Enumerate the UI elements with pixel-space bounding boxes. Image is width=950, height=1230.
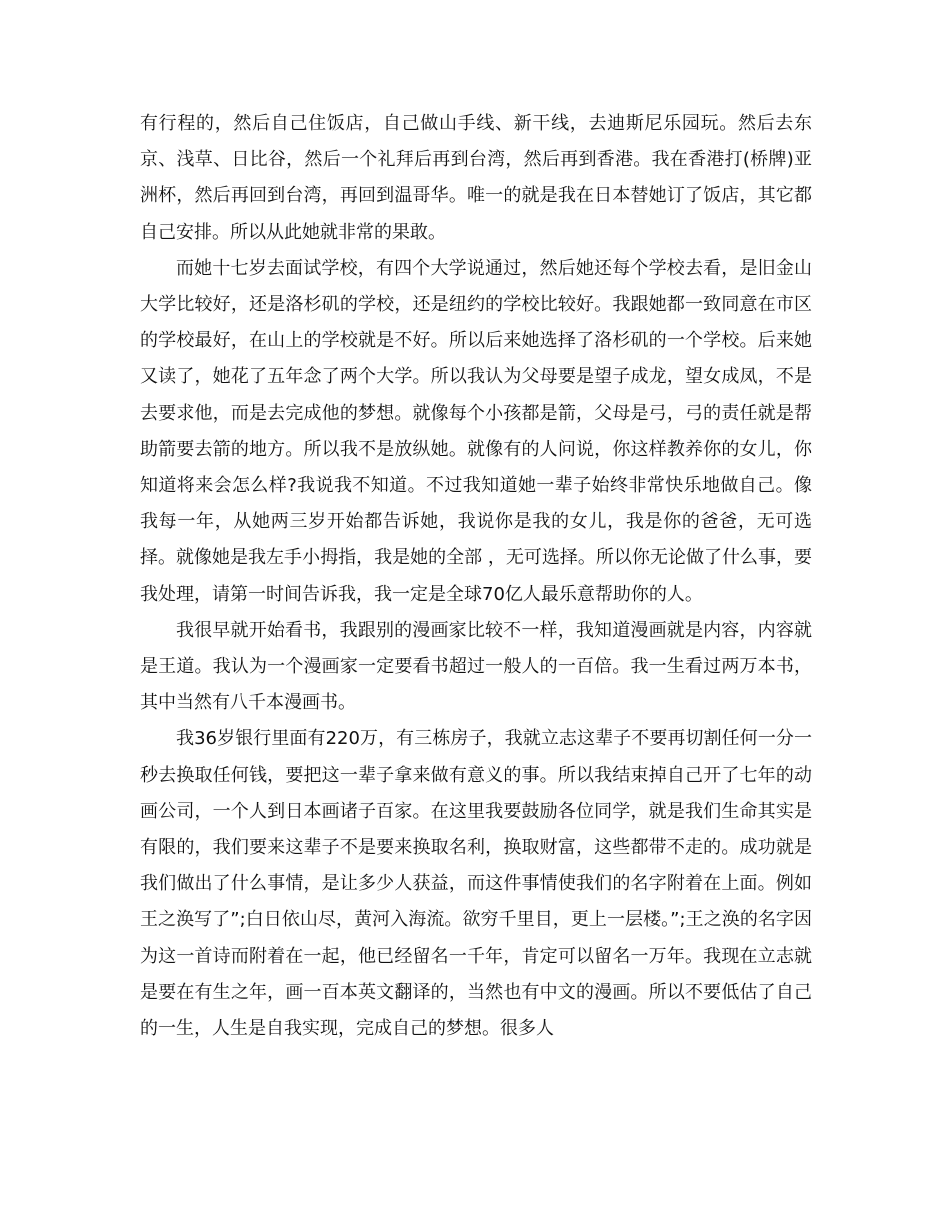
paragraph-4: 我36岁银行里面有220万，有三栋房子，我就立志这辈子不要再切割任何一分一秒去换取任何钱，要把这一辈子拿来做有意义的事。所以我结束掉自己开了七年的动画公司，一个人到日本画诸子百家。在这里我要鼓励各位同学，就是我们生命其实是有限的，我们要来这辈子不是要来换取名利，换取财富，这些都带不走的。成功就是我们做出了什么事情，是让多少人获益，而这件事情使我们的名字附着在上面。例如王之涣写了”;白日依山尽，黄河入海流。欲穷千里目，更上一层楼。”;王之涣的名字因为这一首诗而附着在一起，他已经留名一千年，肯定可以留名一万年。我现在立志就是要在有生之年，画一百本英文翻译的，当然也有中文的漫画。所以不要低估了自己的一生，人生是自我实现，完成自己的梦想。很多人 [140, 728, 812, 1040]
paragraph-2: 而她十七岁去面试学校，有四个大学说通过，然后她还每个学校去看，是旧金山大学比较好，还是洛杉矶的学校，还是纽约的学校比较好。我跟她都一致同意在市区的学校最好，在山上的学校就是不好。所以后来她选择了洛杉矶的一个学校。后来她又读了，她花了五年念了两个大学。所以我认为父母要是望子成龙，望女成凤，不是去要求他，而是去完成他的梦想。就像每个小孩都是箭，父母是弓，弓的责任就是帮助箭要去箭的地方。所以我不是放纵她。就像有的人问说，你这样教养你的女儿，你知道将来会怎么样?我说我不知道。不过我知道她一辈子始终非常快乐地做自己。像我每一年，从她两三岁开始都告诉她，我说你是我的女儿，我是你的爸爸，无可选择。就像她是我左手小拇指，我是她的全部 ，无可选择。所以你无论做了什么事，要我处理，请第一时间告诉我，我一定是全球70亿人最乐意帮助你的人。 [140, 257, 812, 605]
document-body [140, 106, 812, 1047]
paragraph-1: 有行程的，然后自己住饭店，自己做山手线、新干线，去迪斯尼乐园玩。然后去东京、浅草、日比谷，然后一个礼拜后再到台湾，然后再到香港。我在香港打(桥牌)亚洲杯，然后再回到台湾，再回到温哥华。唯一的就是我在日本替她订了饭店，其它都自己安排。所以从此她就非常的果敢。 [140, 113, 812, 243]
paragraph-3: 我很早就开始看书，我跟别的漫画家比较不一样，我知道漫画就是内容，内容就是王道。我认为一个漫画家一定要看书超过一般人的一百倍。我一生看过两万本书，其中当然有八千本漫画书。 [140, 619, 812, 714]
